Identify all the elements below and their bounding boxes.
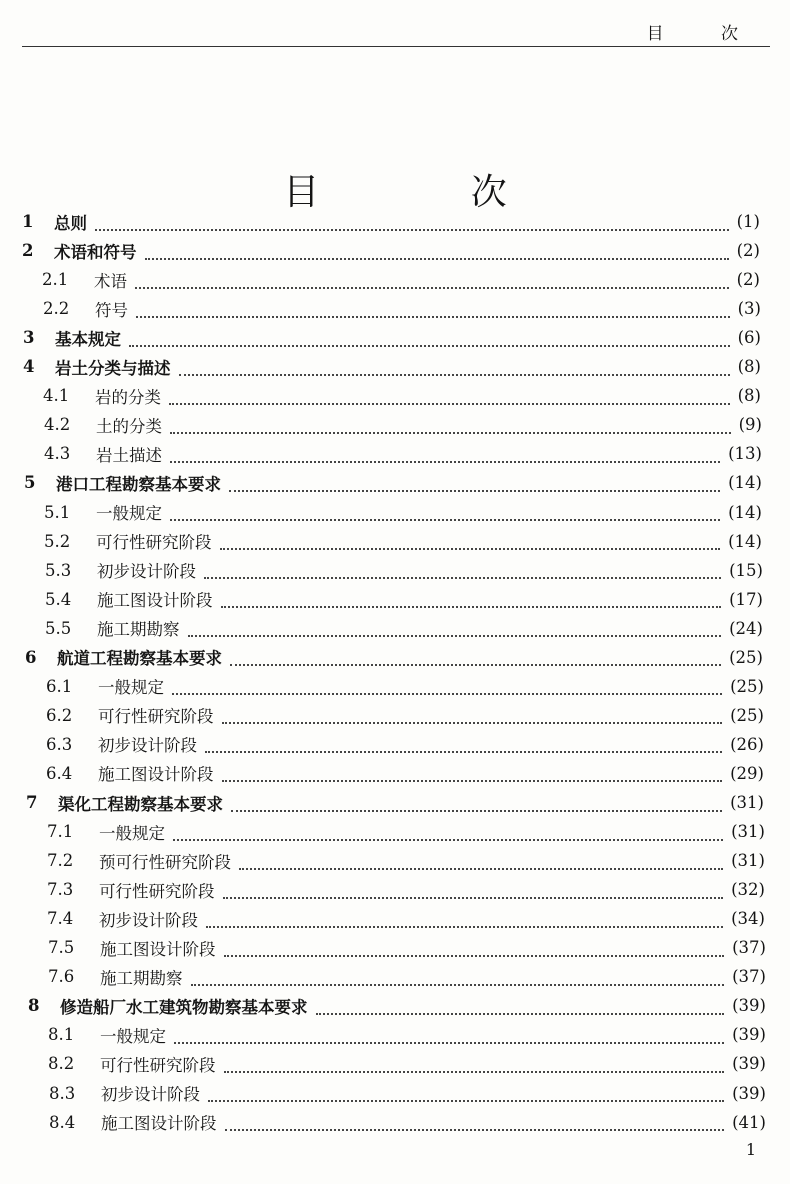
toc-entry-title: 一般规定 <box>100 1026 166 1046</box>
toc-entry-number: 2 <box>22 241 34 261</box>
toc-dot-leader <box>135 267 729 289</box>
toc-entry-title: 术语和符号 <box>54 242 137 262</box>
toc-entry[interactable] <box>0 875 790 904</box>
toc-dot-leader <box>145 238 729 260</box>
toc-entry-page: (39) <box>732 1083 766 1103</box>
running-header <box>22 18 770 47</box>
toc-entry[interactable] <box>0 556 790 585</box>
toc-entry-page: (15) <box>729 560 763 580</box>
toc-entry[interactable] <box>0 788 790 817</box>
toc-entry-number: 1 <box>22 212 34 231</box>
toc-dot-leader <box>221 586 722 608</box>
toc-entry[interactable] <box>0 439 790 468</box>
toc-entry-title: 岩土描述 <box>96 445 162 465</box>
toc-dot-leader <box>230 644 721 666</box>
toc-dot-leader <box>95 209 729 231</box>
toc-entry-number: 4.2 <box>44 415 71 435</box>
toc-entry-page: (29) <box>730 763 764 783</box>
toc-entry[interactable] <box>0 265 790 294</box>
toc-entry[interactable] <box>0 1049 790 1078</box>
toc-dot-leader <box>129 325 730 347</box>
toc-entry-number: 5 <box>24 473 36 493</box>
toc-entry-title: 基本规定 <box>55 329 121 349</box>
toc-dot-leader <box>179 354 730 376</box>
toc-entry[interactable] <box>0 468 790 497</box>
toc-entry[interactable] <box>0 701 790 730</box>
toc-entry-title: 一般规定 <box>98 678 164 698</box>
toc-dot-leader <box>224 1051 725 1073</box>
toc-entry-page: (9) <box>738 415 762 435</box>
toc-entry-number: 8.4 <box>49 1112 76 1132</box>
toc-entry-number: 5.2 <box>44 531 71 551</box>
toc-entry-page: (6) <box>737 328 761 348</box>
toc-entry[interactable] <box>0 498 790 527</box>
page-number: 1 <box>745 1140 756 1159</box>
toc-entry-page: (39) <box>732 1054 766 1074</box>
toc-entry-number: 4.1 <box>43 386 70 406</box>
toc-entry-number: 3 <box>23 328 35 348</box>
toc-dot-leader <box>222 702 723 724</box>
toc-entry-title: 修造船厂水工建筑物勘察基本要求 <box>60 997 308 1017</box>
toc-entry-number: 8.1 <box>48 1025 75 1045</box>
toc-entry-title: 初步设计阶段 <box>99 910 198 930</box>
toc-entry[interactable] <box>0 294 790 323</box>
toc-dot-leader <box>220 528 721 550</box>
toc-entry-number: 8 <box>28 996 40 1016</box>
toc-dot-leader <box>239 848 723 870</box>
toc-entry[interactable] <box>0 933 790 962</box>
toc-entry-page: (1) <box>736 212 760 231</box>
toc-entry-title: 施工图设计阶段 <box>100 939 216 959</box>
toc-entry-title: 符号 <box>95 300 128 320</box>
toc-entry-page: (32) <box>731 880 765 900</box>
toc-entry[interactable] <box>0 527 790 556</box>
toc-entry[interactable] <box>0 614 790 643</box>
toc-entry[interactable] <box>0 817 790 846</box>
toc-dot-leader <box>188 615 722 637</box>
toc-entry-page: (25) <box>730 705 764 725</box>
toc-entry-page: (17) <box>729 589 763 609</box>
toc-entry[interactable] <box>0 904 790 933</box>
toc-dot-leader <box>222 760 723 782</box>
toc-entry-title: 航道工程勘察基本要求 <box>57 649 222 669</box>
toc-dot-leader <box>223 877 724 899</box>
toc-entry-number: 7 <box>26 793 38 812</box>
toc-entry[interactable] <box>0 672 790 701</box>
toc-entry-page: (34) <box>731 909 765 929</box>
toc-entry-title: 港口工程勘察基本要求 <box>56 474 221 494</box>
toc-entry[interactable] <box>0 846 790 875</box>
toc-entry-number: 4 <box>23 357 35 377</box>
toc-entry-title: 可行性研究阶段 <box>96 533 212 553</box>
toc-entry[interactable] <box>0 207 790 236</box>
toc-entry-number: 8.3 <box>49 1083 76 1103</box>
toc-entry[interactable] <box>0 410 790 439</box>
toc-dot-leader <box>231 790 722 812</box>
toc-entry-title: 预可行性研究阶段 <box>99 852 231 872</box>
toc-entry[interactable] <box>0 323 790 352</box>
toc-dot-leader <box>206 906 723 928</box>
toc-entry-number: 7.1 <box>47 822 74 842</box>
toc-entry-page: (31) <box>731 851 765 871</box>
running-header-title: 目 次 <box>646 24 764 44</box>
toc-entry-title: 可行性研究阶段 <box>100 1055 216 1075</box>
toc-dot-leader <box>208 1080 724 1102</box>
toc-entry[interactable] <box>0 352 790 381</box>
toc-entry-title: 岩的分类 <box>95 387 161 407</box>
toc-entry-number: 7.2 <box>47 851 74 871</box>
toc-entry-page: (24) <box>729 618 763 638</box>
toc-entry-number: 5.1 <box>44 502 71 522</box>
toc-entry[interactable] <box>0 1108 790 1137</box>
toc-dot-leader <box>225 1109 725 1131</box>
toc-entry-title: 总则 <box>54 213 87 233</box>
toc-entry-page: (41) <box>732 1112 766 1132</box>
toc-entry-page: (2) <box>736 241 760 261</box>
toc-entry-number: 6.2 <box>46 705 73 725</box>
toc-entry-page: (14) <box>728 502 762 522</box>
toc-entry-number: 5.4 <box>45 589 72 609</box>
toc-entry-page: (8) <box>737 357 761 377</box>
toc-dot-leader <box>169 383 730 405</box>
toc-entry-number: 7.3 <box>47 880 74 900</box>
toc-dot-leader <box>136 296 730 318</box>
toc-entry-page: (3) <box>737 299 761 319</box>
toc-entry-title: 渠化工程勘察基本要求 <box>58 794 223 814</box>
toc-entry-title: 岩土分类与描述 <box>55 358 171 378</box>
toc-dot-leader <box>170 412 731 434</box>
toc-entry-title: 土的分类 <box>96 416 162 436</box>
toc-entry-title: 可行性研究阶段 <box>99 881 215 901</box>
toc-entry[interactable] <box>0 730 790 759</box>
toc-dot-leader <box>316 993 725 1015</box>
toc-entry-title: 术语 <box>94 271 127 291</box>
toc-dot-leader <box>205 731 722 753</box>
toc-dot-leader <box>170 441 720 463</box>
toc-entry-title: 施工图设计阶段 <box>101 1114 217 1134</box>
toc-entry-number: 6.3 <box>46 734 73 754</box>
toc-entry-page: (37) <box>732 967 766 987</box>
toc-entry-title: 施工期勘察 <box>100 968 183 988</box>
toc-entry[interactable] <box>0 643 790 672</box>
toc-entry-title: 施工图设计阶段 <box>97 591 213 611</box>
toc-dot-leader <box>173 819 723 841</box>
toc-entry-title: 施工期勘察 <box>97 620 180 640</box>
toc-dot-leader <box>172 673 722 695</box>
page-title: 目 次 <box>283 172 577 214</box>
toc-entry-number: 7.4 <box>47 909 74 929</box>
toc-entry-page: (31) <box>731 822 765 842</box>
toc-entry[interactable] <box>0 236 790 265</box>
toc-entry-title: 施工图设计阶段 <box>98 765 214 785</box>
toc-entry-title: 一般规定 <box>99 823 165 843</box>
toc-dot-leader <box>224 935 725 957</box>
toc-entry[interactable] <box>0 585 790 614</box>
toc-entry[interactable] <box>0 1079 790 1108</box>
toc-dot-leader <box>191 964 725 986</box>
toc-entry[interactable] <box>0 962 790 991</box>
toc-entry-title: 初步设计阶段 <box>97 562 196 582</box>
toc-entry-title: 一般规定 <box>96 504 162 523</box>
toc-entry-page: (31) <box>730 793 764 812</box>
toc-entry-number: 4.3 <box>44 444 71 464</box>
toc-entry-title: 可行性研究阶段 <box>98 707 214 727</box>
toc-entry-number: 7.6 <box>48 967 75 987</box>
toc-entry-page: (14) <box>728 473 762 493</box>
toc-entry[interactable] <box>0 1020 790 1049</box>
toc-entry-number: 5.5 <box>45 618 72 638</box>
toc-entry-page: (37) <box>732 938 766 958</box>
toc-entry-page: (39) <box>732 1025 766 1045</box>
toc-dot-leader <box>174 1022 724 1044</box>
toc-entry-page: (14) <box>728 531 762 551</box>
toc-entry[interactable] <box>0 991 790 1020</box>
toc-dot-leader <box>229 470 720 492</box>
toc-entry-number: 8.2 <box>48 1054 75 1074</box>
toc-dot-leader <box>170 499 720 521</box>
toc-entry-number: 2.1 <box>42 270 69 290</box>
toc-entry-page: (2) <box>736 270 760 290</box>
toc-entry-title: 初步设计阶段 <box>101 1085 200 1104</box>
toc-entry-number: 5.3 <box>45 560 72 580</box>
toc-entry[interactable] <box>0 381 790 410</box>
toc-entry[interactable] <box>0 759 790 788</box>
toc-entry-number: 6 <box>25 647 37 667</box>
toc-entry-title: 初步设计阶段 <box>98 736 197 756</box>
toc-entry-number: 6.1 <box>46 676 73 696</box>
toc-entry-number: 6.4 <box>46 763 73 783</box>
toc-entry-page: (26) <box>730 734 764 754</box>
toc-dot-leader <box>204 557 721 579</box>
toc-entry-page: (25) <box>730 676 764 696</box>
toc-entry-page: (39) <box>732 996 766 1016</box>
toc-entry-page: (13) <box>728 444 762 464</box>
toc-entry-number: 2.2 <box>43 299 70 319</box>
toc-entry-page: (8) <box>737 386 761 406</box>
toc-entry-page: (25) <box>729 647 763 667</box>
toc-entry-number: 7.5 <box>48 938 75 958</box>
